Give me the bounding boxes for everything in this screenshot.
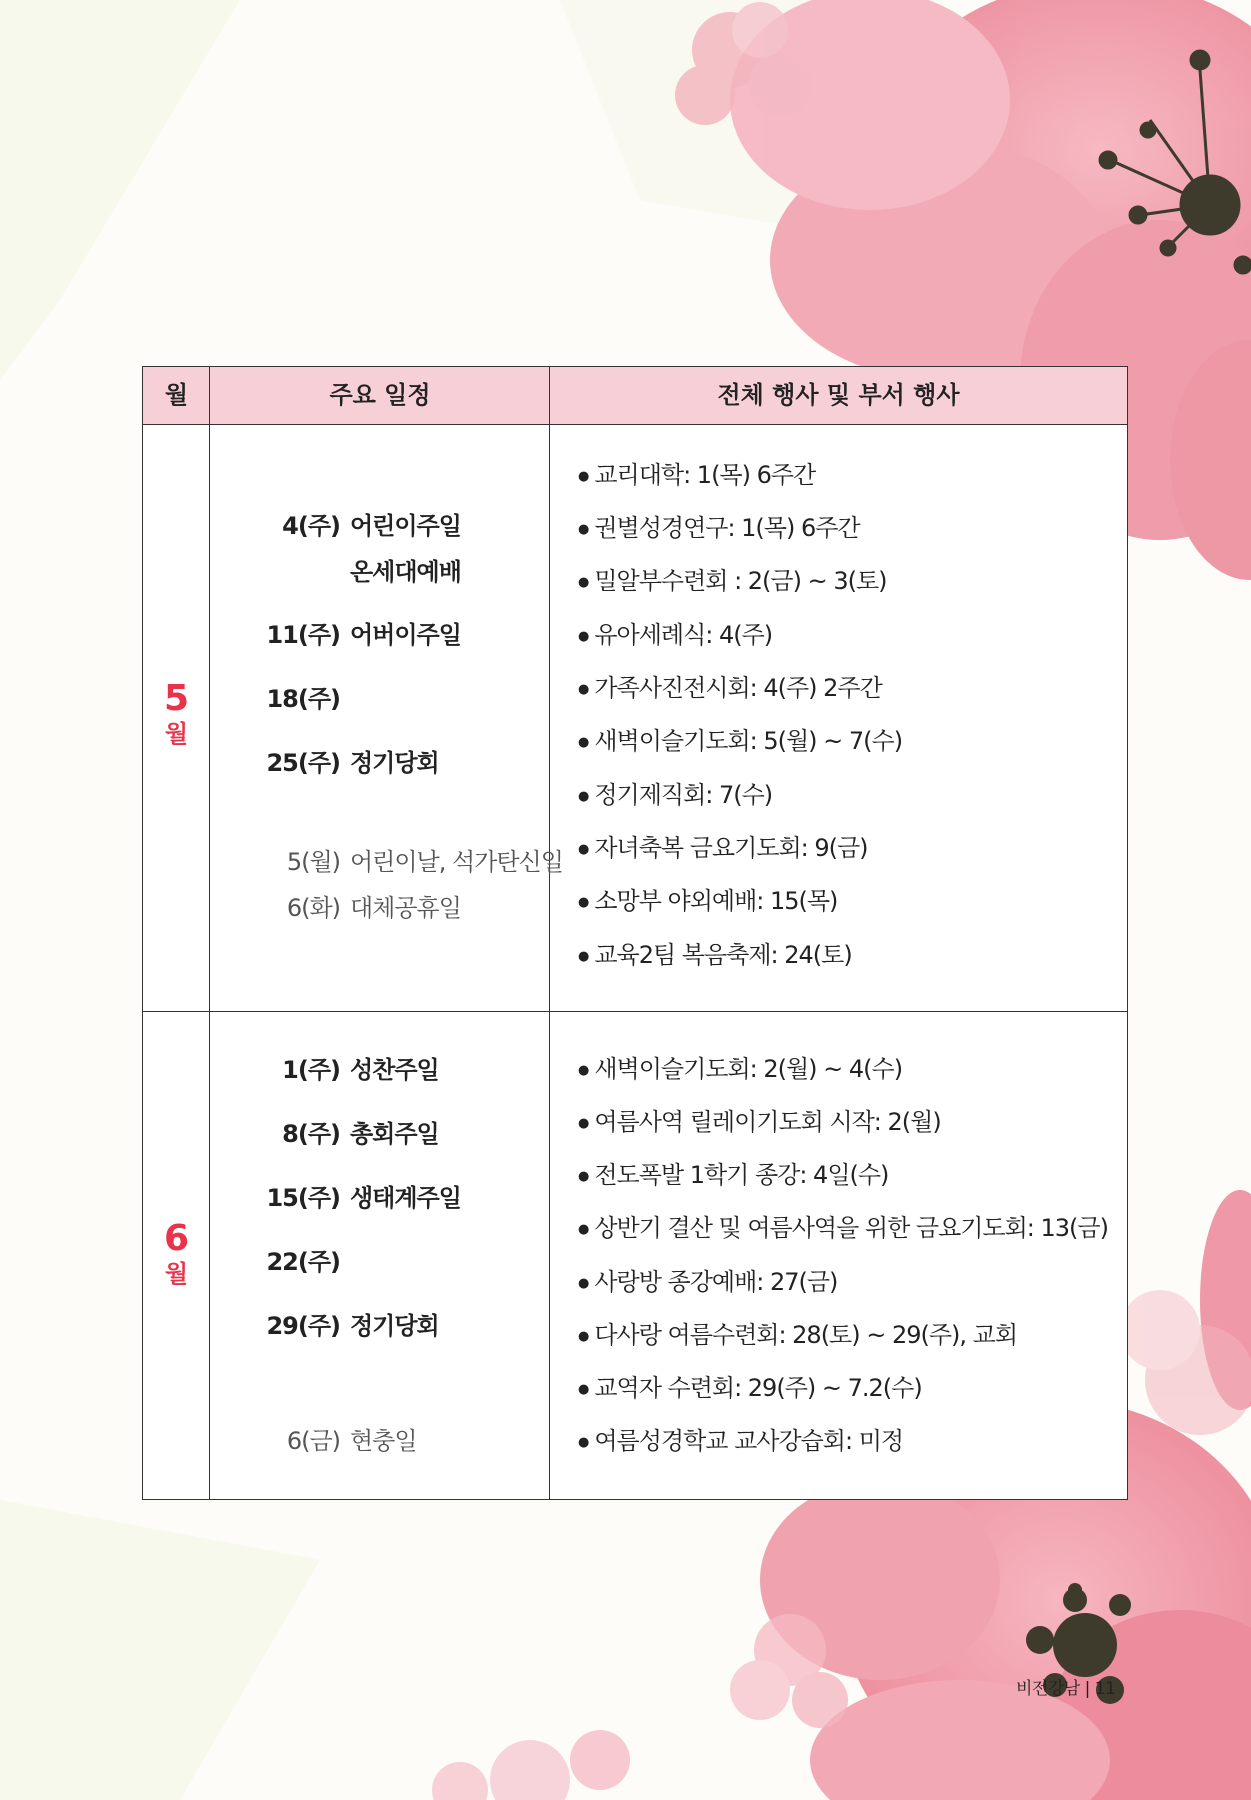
schedule-row: 25(주) 정기당회 <box>266 749 439 777</box>
event-item: ● 소망부 야외예배: 15(목) <box>578 883 837 921</box>
event-item: ● 교육2팀 복음축제: 24(토) <box>578 937 852 975</box>
event-item: ● 교역자 수련회: 29(주) ~ 7.2(수) <box>578 1370 922 1408</box>
month-number: 5 <box>163 678 190 719</box>
event-item: ● 정기제직회: 7(수) <box>578 777 772 815</box>
event-item: ● 가족사진전시회: 4(주) 2주간 <box>578 670 882 708</box>
event-item: ● 여름사역 릴레이기도회 시작: 2(월) <box>578 1104 941 1142</box>
schedule-row: 29(주) 정기당회 <box>266 1312 439 1340</box>
header-month: 월 <box>164 381 189 409</box>
month-june <box>143 1219 210 1289</box>
table-header <box>143 367 1127 424</box>
holiday-row: 6(금) 현충일 <box>286 1427 417 1455</box>
event-item: ● 새벽이슬기도회: 2(월) ~ 4(수) <box>578 1051 902 1089</box>
header-events: 전체 행사 및 부서 행사 <box>717 381 960 409</box>
publication-name: 비전강남 <box>1016 1679 1080 1699</box>
event-item: ● 상반기 결산 및 여름사역을 위한 금요기도회: 13(금) <box>578 1210 1108 1248</box>
event-item: ● 권별성경연구: 1(목) 6주간 <box>578 510 860 548</box>
event-item: ● 새벽이슬기도회: 5(월) ~ 7(수) <box>578 723 902 761</box>
schedule-row: 온세대예배 <box>350 558 461 586</box>
month-may <box>143 679 210 749</box>
event-item: ● 교리대학: 1(목) 6주간 <box>578 457 815 495</box>
schedule-row: 4(주) 어린이주일 <box>282 512 461 540</box>
schedule-row: 22(주) <box>266 1248 340 1276</box>
schedule-row: 11(주) 어버이주일 <box>266 621 461 649</box>
schedule-table <box>142 366 1128 1500</box>
holiday-row: 5(월) 어린이날, 석가탄신일 <box>286 848 563 876</box>
schedule-row: 18(주) <box>266 685 340 713</box>
month-unit: 월 <box>164 1260 189 1288</box>
event-item: ● 밀알부수련회 : 2(금) ~ 3(토) <box>578 563 887 601</box>
event-item: ● 유아세례식: 4(주) <box>578 617 772 655</box>
header-main-schedule: 주요 일정 <box>329 381 431 409</box>
month-number: 6 <box>163 1218 190 1259</box>
event-item: ● 다사랑 여름수련회: 28(토) ~ 29(주), 교회 <box>578 1317 1017 1355</box>
page-number: 11 <box>1094 1679 1116 1699</box>
footer-separator: | <box>1084 1679 1090 1699</box>
month-unit: 월 <box>164 720 189 748</box>
schedule-row: 1(주) 성찬주일 <box>282 1056 439 1084</box>
event-item: ● 전도폭발 1학기 종강: 4일(수) <box>578 1157 888 1195</box>
schedule-row: 15(주) 생태계주일 <box>266 1184 461 1212</box>
schedule-row: 8(주) 총회주일 <box>282 1120 439 1148</box>
event-item: ● 자녀축복 금요기도회: 9(금) <box>578 830 868 868</box>
page-footer <box>1016 1674 1115 1699</box>
event-item: ● 사랑방 종강예배: 27(금) <box>578 1264 837 1302</box>
event-item: ● 여름성경학교 교사강습회: 미정 <box>578 1423 903 1461</box>
holiday-row: 6(화) 대체공휴일 <box>286 894 461 922</box>
